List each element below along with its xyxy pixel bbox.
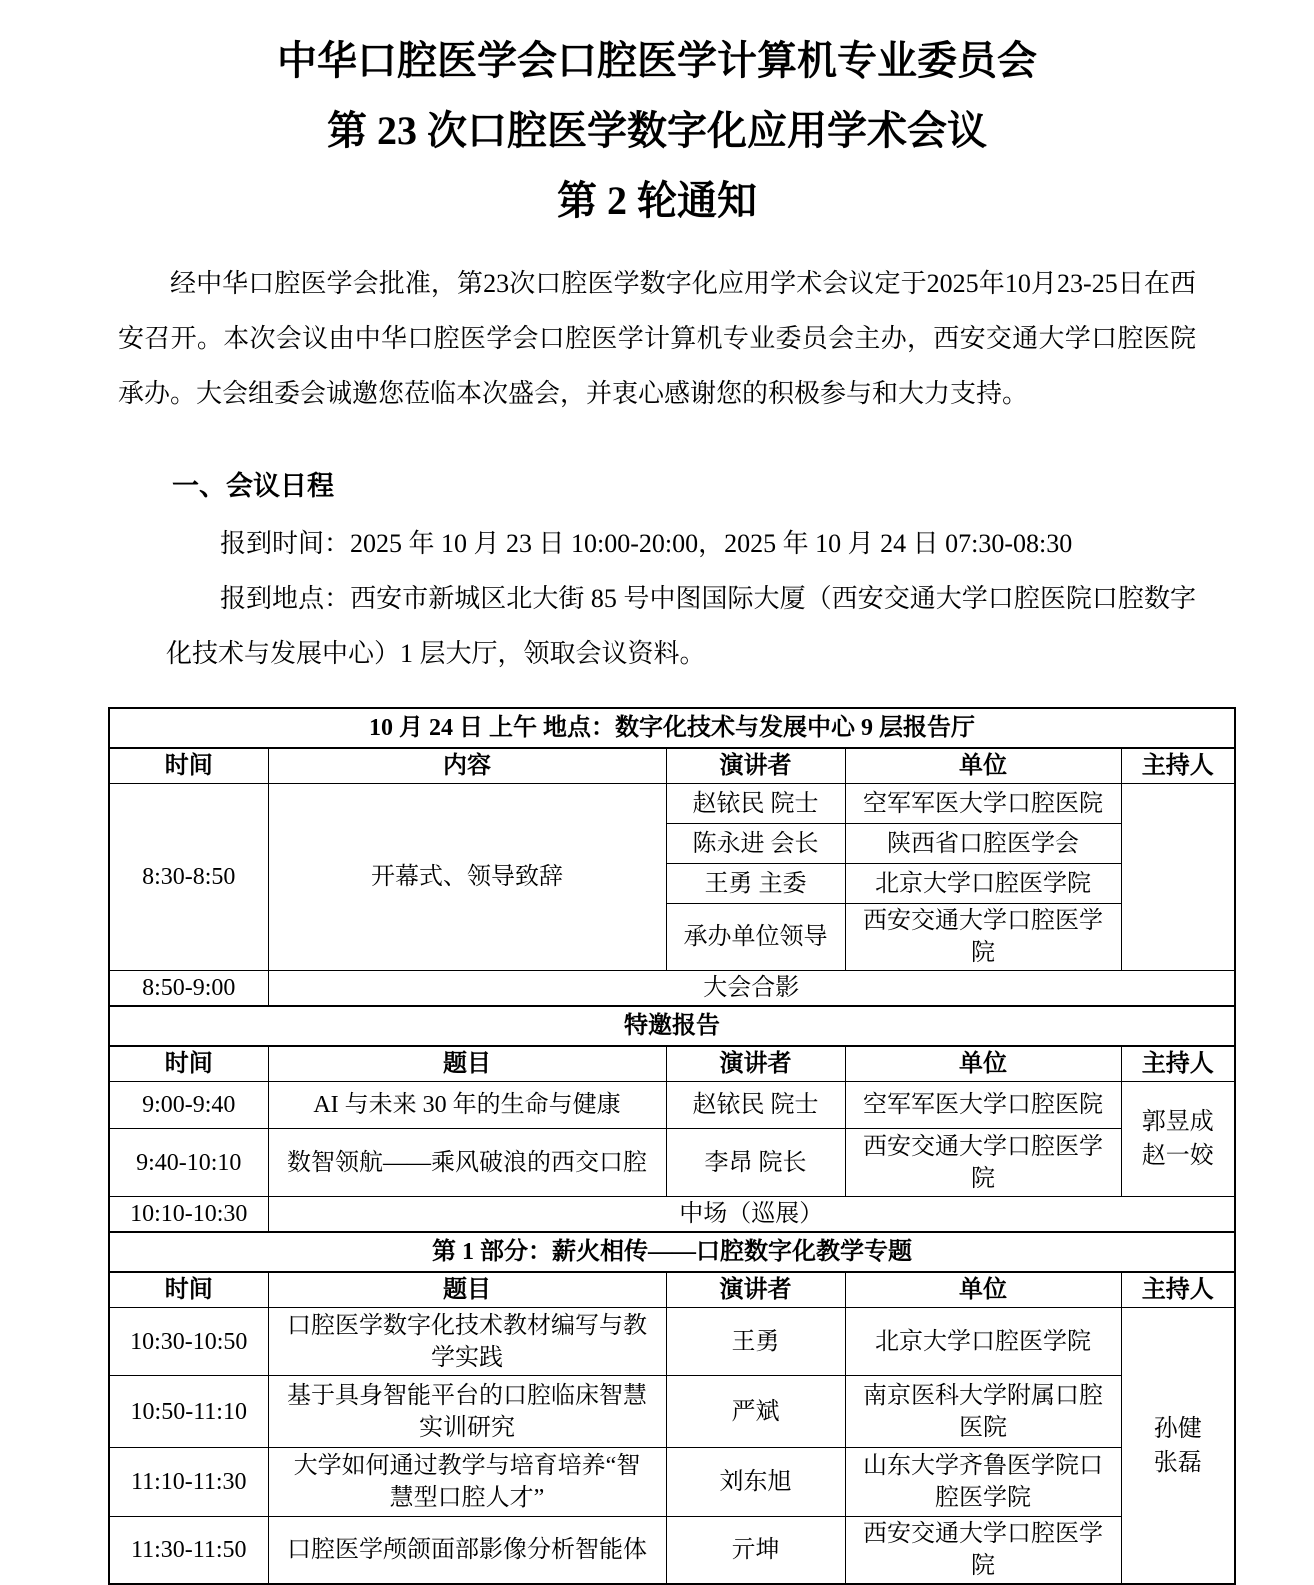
table-row [109,1376,1235,1448]
table-row [109,1308,1235,1376]
col-header-speaker: 演讲者 [666,1272,845,1308]
speaker-cell: 王勇 主委 [666,864,845,904]
speaker-cell: 严斌 [666,1376,845,1448]
col-header-speaker: 演讲者 [666,748,845,784]
topic-cell: 口腔医学数字化技术教材编写与教学实践 [268,1308,666,1376]
time-cell: 8:30-8:50 [109,784,268,971]
session-banner: 第 1 部分：薪火相传——口腔数字化教学专题 [109,1232,1235,1272]
time-cell: 10:10-10:30 [109,1197,268,1233]
title-line-3: 第 2 轮通知 [557,178,757,223]
host-cell [1121,1308,1235,1585]
org-cell: 空军军医大学口腔医院 [845,1082,1121,1129]
table-row [109,784,1235,824]
col-header-org: 单位 [845,1046,1121,1082]
table-row [109,1448,1235,1517]
host-name: 孙健 [1153,1415,1202,1442]
host-cell [1121,784,1235,971]
org-cell: 北京大学口腔医学院 [845,1308,1121,1376]
title-line-1: 中华口腔医学会口腔医学计算机专业委员会 [277,38,1037,83]
table-header-row [109,1046,1235,1082]
col-header-time: 时间 [109,1272,268,1308]
intro-paragraph: 经中华口腔医学会批准，第23次口腔医学数字化应用学术会议定于2025年10月23-25日在西安召开。本次会议由中华口腔医学会口腔医学计算机专业委员会主办，西安交通大学口腔医院承办。大会组委会诚邀您莅临本次盛会，并衷心感谢您的积极参与和大力支持。 [118,269,1196,408]
speaker-cell: 陈永进 会长 [666,824,845,864]
table-row [109,971,1235,1007]
agenda-section-heading: 一、会议日程 [172,471,334,501]
registration-place: 报到地点：西安市新城区北大街 85 号中图国际大厦（西安交通大学口腔医院口腔数字化技术与发展中心）1 层大厅，领取会议资料。 [166,584,1196,668]
document-title [40,26,1274,236]
col-header-host: 主持人 [1121,1046,1235,1082]
time-cell: 10:50-11:10 [109,1376,268,1448]
host-name: 郭昱成 [1141,1109,1214,1135]
time-cell: 11:10-11:30 [109,1448,268,1517]
col-header-content: 内容 [268,748,666,784]
org-cell: 西安交通大学口腔医学院 [845,904,1121,971]
session-banner-row [109,1232,1235,1272]
session-banner: 10 月 24 日 上午 地点：数字化技术与发展中心 9 层报告厅 [109,708,1235,748]
org-cell: 空军军医大学口腔医院 [845,784,1121,824]
session-banner: 特邀报告 [109,1006,1235,1046]
host-name: 赵一姣 [1141,1143,1214,1169]
org-cell: 西安交通大学口腔医学院 [845,1129,1121,1197]
session-banner-row [109,1006,1235,1046]
org-cell: 西安交通大学口腔医学院 [845,1517,1121,1585]
topic-cell: AI 与未来 30 年的生命与健康 [268,1082,666,1129]
speaker-cell: 承办单位领导 [666,904,845,971]
org-cell: 北京大学口腔医学院 [845,864,1121,904]
time-cell: 9:40-10:10 [109,1129,268,1197]
content-cell: 中场（巡展） [268,1197,1235,1233]
content-cell: 开幕式、领导致辞 [268,784,666,971]
time-cell: 11:30-11:50 [109,1517,268,1585]
document-page [0,26,1314,1579]
table-row [109,1517,1235,1585]
col-header-org: 单位 [845,1272,1121,1308]
org-cell: 山东大学齐鲁医学院口腔医学院 [845,1448,1121,1517]
content-cell: 大会合影 [268,971,1235,1007]
registration-time: 报到时间：2025 年 10 月 23 日 10:00-20:00，2025 年 10 月 24 日 07:30-08:30 [220,529,1073,558]
speaker-cell: 李昂 院长 [666,1129,845,1197]
table-header-row [109,1272,1235,1308]
col-header-topic: 题目 [268,1046,666,1082]
topic-cell: 基于具身智能平台的口腔临床智慧实训研究 [268,1376,666,1448]
host-cell [1121,1082,1235,1197]
topic-cell: 大学如何通过教学与培育培养“智慧型口腔人才” [268,1448,666,1517]
speaker-cell: 赵铱民 院士 [666,1082,845,1129]
col-header-topic: 题目 [268,1272,666,1308]
host-name: 张磊 [1153,1449,1202,1476]
speaker-cell: 亓坤 [666,1517,845,1585]
time-cell: 9:00-9:40 [109,1082,268,1129]
topic-cell: 口腔医学颅颌面部影像分析智能体 [268,1517,666,1585]
col-header-time: 时间 [109,1046,268,1082]
table-row [109,1082,1235,1129]
table-row [109,1197,1235,1233]
col-header-host: 主持人 [1121,748,1235,784]
speaker-cell: 刘东旭 [666,1448,845,1517]
col-header-speaker: 演讲者 [666,1046,845,1082]
speaker-cell: 王勇 [666,1308,845,1376]
table-header-row [109,748,1235,784]
time-cell: 10:30-10:50 [109,1308,268,1376]
session-banner-row [109,708,1235,748]
speaker-cell: 赵铱民 院士 [666,784,845,824]
org-cell: 南京医科大学附属口腔医院 [845,1376,1121,1448]
time-cell: 8:50-9:00 [109,971,268,1007]
title-line-2: 第 23 次口腔医学数字化应用学术会议 [327,108,987,153]
col-header-host: 主持人 [1121,1272,1235,1308]
col-header-org: 单位 [845,748,1121,784]
org-cell: 陕西省口腔医学会 [845,824,1121,864]
col-header-time: 时间 [109,748,268,784]
schedule-table [108,707,1236,1585]
table-row [109,1129,1235,1197]
topic-cell: 数智领航——乘风破浪的西交口腔 [268,1129,666,1197]
